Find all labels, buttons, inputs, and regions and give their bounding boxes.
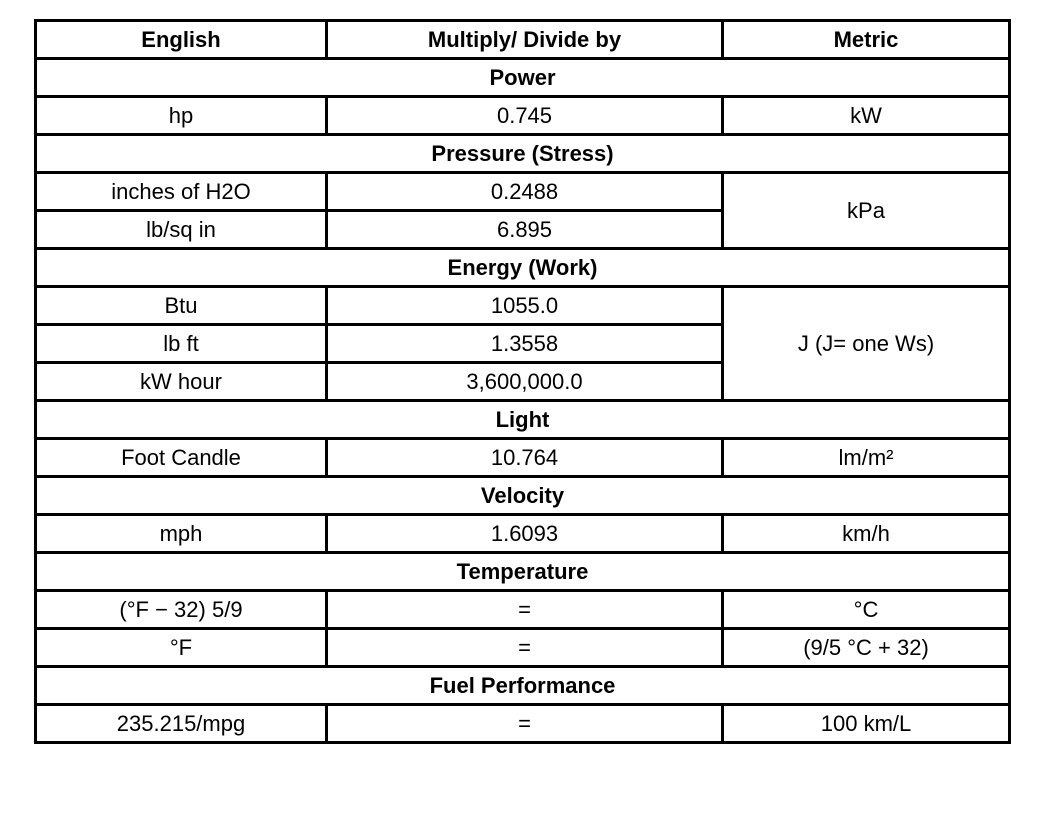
section-title-velocity: Velocity	[36, 477, 1010, 515]
factor-cell: 6.895	[327, 211, 723, 249]
section-row-energy	[36, 249, 1010, 287]
metric-unit-cell: lm/m²	[723, 439, 1010, 477]
english-unit-cell: Btu	[36, 287, 327, 325]
factor-cell: 1055.0	[327, 287, 723, 325]
english-unit-cell: hp	[36, 97, 327, 135]
section-title-temperature: Temperature	[36, 553, 1010, 591]
factor-cell: =	[327, 591, 723, 629]
table-row	[36, 591, 1010, 629]
factor-cell: 3,600,000.0	[327, 363, 723, 401]
factor-cell: 0.745	[327, 97, 723, 135]
table-row	[36, 97, 1010, 135]
factor-cell: 0.2488	[327, 173, 723, 211]
section-row-fuel-performance	[36, 667, 1010, 705]
table-row	[36, 287, 1010, 325]
factor-cell: 1.3558	[327, 325, 723, 363]
english-unit-cell: 235.215/mpg	[36, 705, 327, 743]
english-unit-cell: mph	[36, 515, 327, 553]
factor-column-header: Multiply/ Divide by	[327, 21, 723, 59]
english-unit-cell: kW hour	[36, 363, 327, 401]
factor-cell: 1.6093	[327, 515, 723, 553]
metric-column-header: Metric	[723, 21, 1010, 59]
section-row-power	[36, 59, 1010, 97]
section-title-power: Power	[36, 59, 1010, 97]
section-title-light: Light	[36, 401, 1010, 439]
section-row-pressure	[36, 135, 1010, 173]
table-row	[36, 173, 1010, 211]
section-row-light	[36, 401, 1010, 439]
english-unit-cell: inches of H2O	[36, 173, 327, 211]
english-unit-cell: (°F − 32) 5/9	[36, 591, 327, 629]
factor-cell: =	[327, 629, 723, 667]
section-row-velocity	[36, 477, 1010, 515]
metric-unit-cell: kW	[723, 97, 1010, 135]
table-row	[36, 515, 1010, 553]
metric-unit-cell: 100 km/L	[723, 705, 1010, 743]
header-row	[36, 21, 1010, 59]
metric-unit-cell: kPa	[723, 173, 1010, 249]
table-row	[36, 439, 1010, 477]
metric-unit-cell: km/h	[723, 515, 1010, 553]
english-unit-cell: Foot Candle	[36, 439, 327, 477]
factor-cell: =	[327, 705, 723, 743]
english-unit-cell: lb ft	[36, 325, 327, 363]
unit-conversion-table	[34, 19, 1011, 744]
table-row	[36, 705, 1010, 743]
table-row	[36, 629, 1010, 667]
metric-unit-cell: J (J= one Ws)	[723, 287, 1010, 401]
metric-unit-cell: °C	[723, 591, 1010, 629]
section-title-pressure: Pressure (Stress)	[36, 135, 1010, 173]
english-unit-cell: lb/sq in	[36, 211, 327, 249]
english-unit-cell: °F	[36, 629, 327, 667]
english-column-header: English	[36, 21, 327, 59]
section-title-energy: Energy (Work)	[36, 249, 1010, 287]
metric-unit-cell: (9/5 °C + 32)	[723, 629, 1010, 667]
factor-cell: 10.764	[327, 439, 723, 477]
section-title-fuel-performance: Fuel Performance	[36, 667, 1010, 705]
section-row-temperature	[36, 553, 1010, 591]
